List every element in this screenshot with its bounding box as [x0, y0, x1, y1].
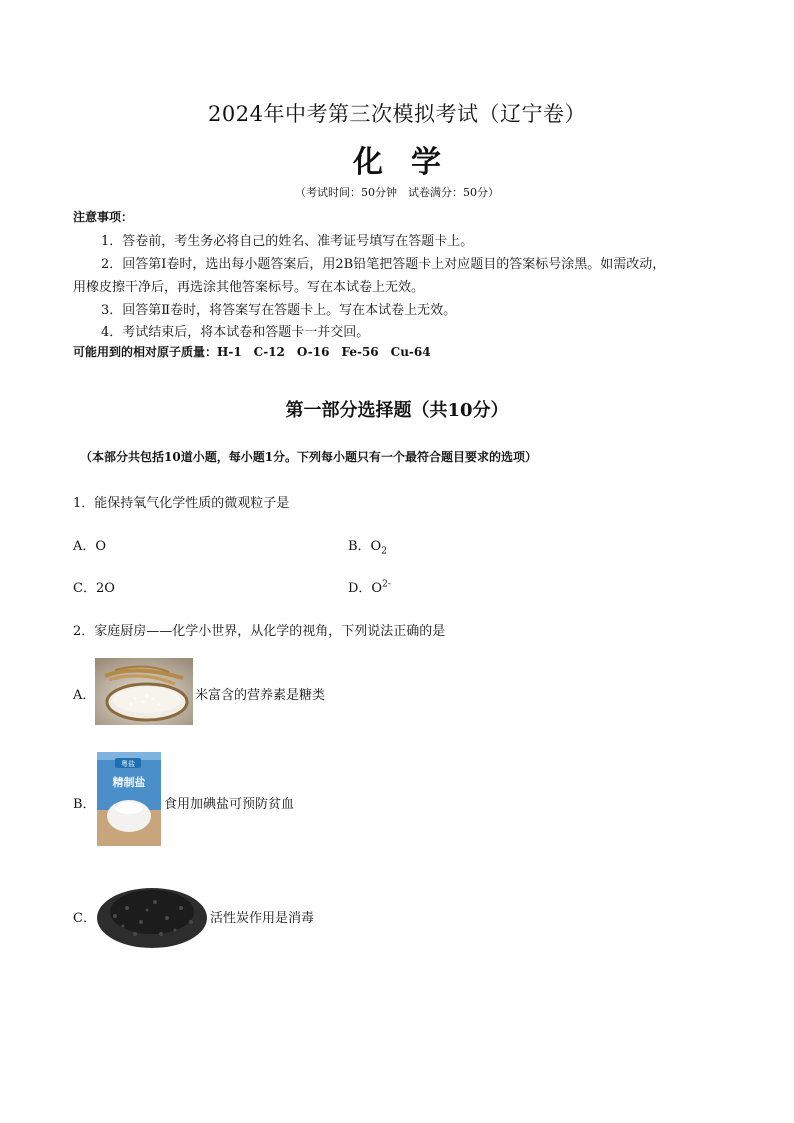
note-3: 3．回答第Ⅱ卷时，将答案写在答题卡上。写在本试卷上无效。	[101, 303, 457, 318]
atomic-masses: 可能用到的相对原子质量：H-1 C-12 O-16 Fe-56 Cu-64	[73, 345, 431, 359]
rice-image	[95, 658, 193, 725]
salt-bag-brand: 粤盐	[121, 760, 135, 768]
section-title: 第一部分选择题（共10分）	[285, 400, 509, 421]
notes-heading: 注意事项：	[73, 210, 134, 224]
q2-option-a-text: 米富含的营养素是糖类	[195, 688, 326, 703]
exam-info: （考试时间：50分钟 试卷满分：50分）	[295, 186, 499, 199]
salt-bag-name: 精制盐	[112, 776, 146, 789]
q2-option-a-label: A．	[73, 688, 96, 703]
note-2: 2．回答第Ⅰ卷时，选出每小题答案后，用2B铅笔把答题卡上对应题目的答案标号涂黑。如需改动，	[101, 257, 666, 272]
q2-option-c-label: C．	[73, 911, 96, 926]
note-2-continued: 用橡皮擦干净后，再选涂其他答案标号。写在本试卷上无效。	[73, 280, 425, 295]
question-2-stem: 2．家庭厨房——化学小世界，从化学的视角，下列说法正确的是	[73, 624, 446, 639]
q1-option-d: D．$O^{2-}$	[348, 579, 391, 596]
salt-bag-image	[95, 750, 163, 848]
note-4: 4．考试结束后，将本试卷和答题卡一并交回。	[101, 325, 370, 340]
q1-option-a: A．O	[73, 539, 107, 554]
q2-option-b-label: B．	[73, 797, 96, 812]
note-1: 1．答卷前，考生务必将自己的姓名、准考证号填写在答题卡上。	[101, 234, 474, 249]
q1-option-c: C．2O	[73, 581, 115, 596]
question-1-stem: 1．能保持氧气化学性质的微观粒子是	[73, 496, 290, 511]
q1-option-b: B．$O_2$	[348, 539, 387, 557]
q2-option-b-text: 食用加碘盐可预防贫血	[164, 797, 295, 812]
q2-option-c-text: 活性炭作用是消毒	[210, 911, 315, 926]
exam-title: 2024年中考第三次模拟考试（辽宁卷）	[208, 102, 586, 126]
section-instruction: （本部分共包括10道小题，每小题1分。下列每小题只有一个最符合题目要求的选项）	[80, 450, 538, 464]
subject-title: 化学	[353, 145, 469, 180]
activated-carbon-image	[95, 878, 209, 952]
